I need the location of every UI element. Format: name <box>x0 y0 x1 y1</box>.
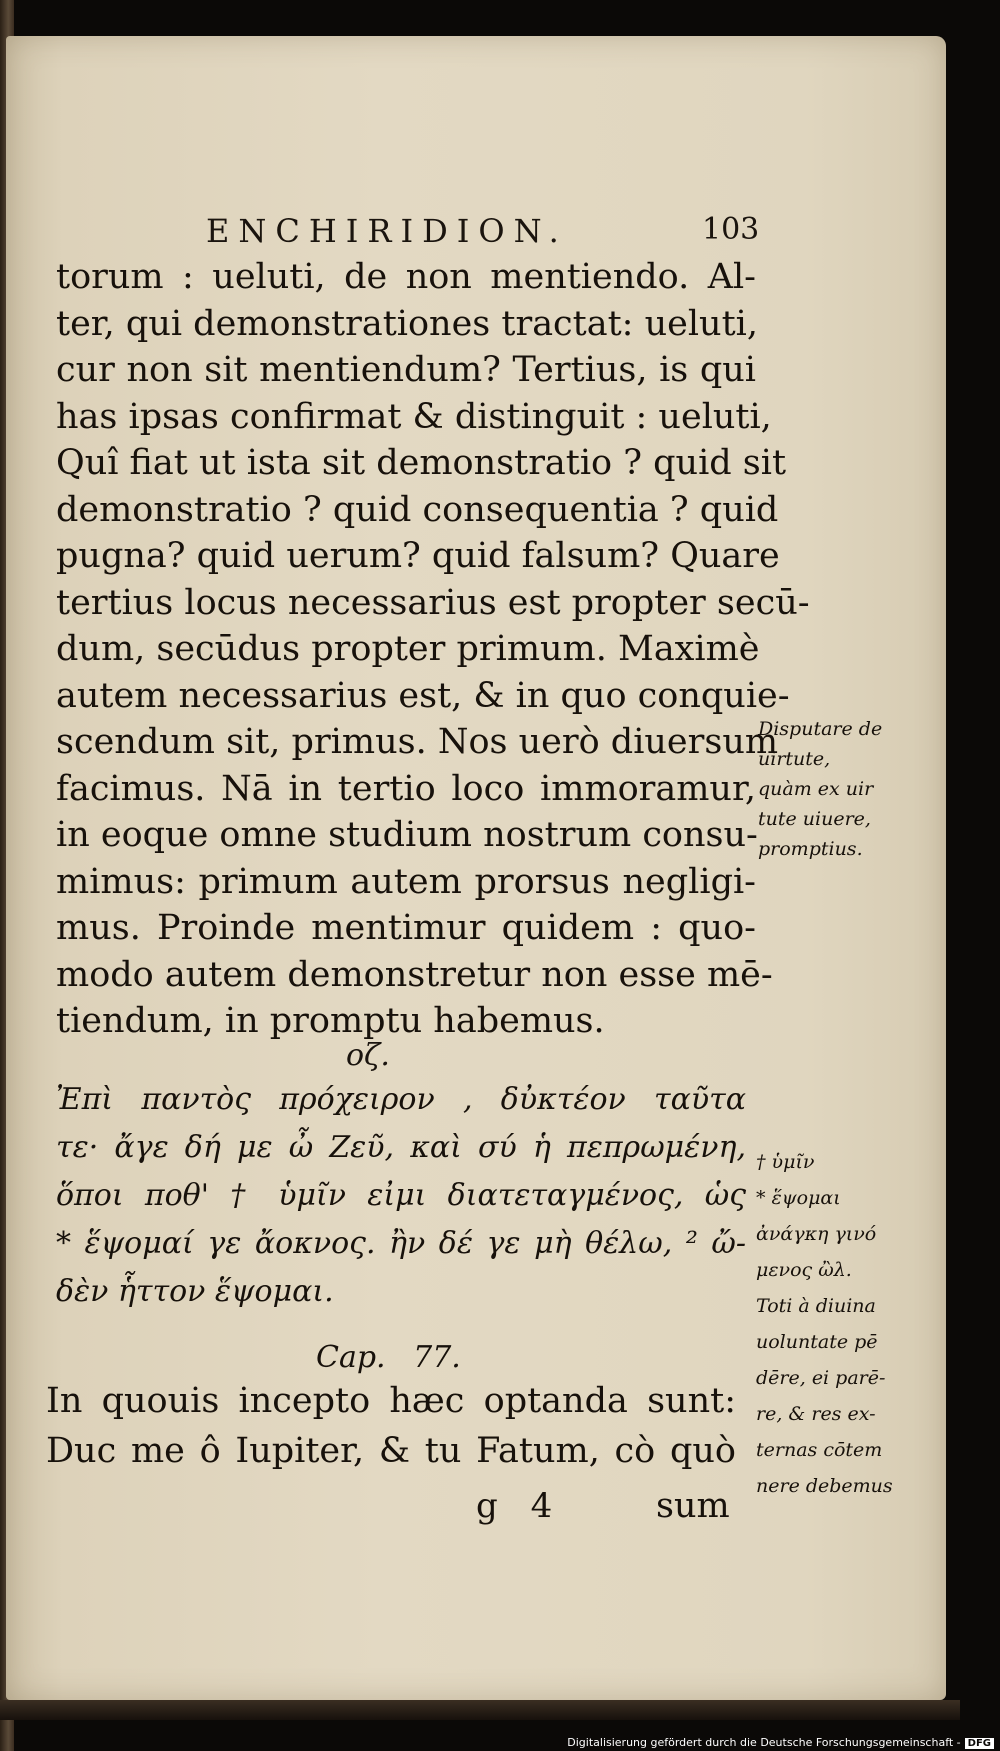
text-line: has ipsas confirmat & distinguit : ueluti, <box>56 396 772 437</box>
marginal-note-1 <box>758 714 882 864</box>
page-number: 103 <box>702 212 760 247</box>
marginal-line: ternas cōtem <box>756 1439 883 1461</box>
text-line: mus. Proinde mentimur quidem : quo- <box>56 908 756 948</box>
marginal-line: Toti à diuina <box>756 1295 876 1317</box>
marginal-line: promptius. <box>758 838 863 860</box>
marginal-line: dēre, ei parē- <box>756 1367 886 1389</box>
catchword: sum <box>656 1486 730 1526</box>
section-number: οζ. <box>346 1038 390 1073</box>
marginal-line: tute uiuere, <box>758 808 871 830</box>
text-line: tertius locus necessarius est propter secū- <box>56 582 810 623</box>
marginal-line: ἀνάγκη γινό <box>756 1223 877 1245</box>
text-line: pugna? quid uerum? quid falsum? Quare <box>56 536 780 576</box>
text-line: demonstratio ? quid consequentia ? quid <box>56 489 779 530</box>
text-line: in eoque omne studium nostrum consu- <box>56 815 758 855</box>
text-line: scendum sit, primus. Nos uerò diuersum <box>56 722 779 762</box>
page-bottom-edge <box>0 1700 960 1720</box>
marginal-line: re, & res ex- <box>756 1403 876 1425</box>
digitization-credit <box>567 1736 994 1749</box>
text-line: autem necessarius est, & in quo conquie- <box>56 675 790 716</box>
text-line: Quî fiat ut ista sit demonstratio ? quid sit <box>56 443 787 483</box>
dfg-logo-icon: DFG <box>965 1738 994 1749</box>
text-line: torum : ueluti, de non mentiendo. Al- <box>56 257 756 297</box>
text-line: Duc me ô Iupiter, & tu Fatum, cò quò <box>46 1431 736 1471</box>
marginal-line: quàm ex uir <box>758 778 874 800</box>
marginal-line: uoluntate pē <box>756 1331 878 1353</box>
page-footer <box>6 1486 946 1536</box>
text-line: ter, qui demonstrationes tractat: ueluti, <box>56 303 758 344</box>
marginal-line: † ὑμῖν <box>756 1151 815 1173</box>
page-header <box>6 212 946 252</box>
chapter-text-block <box>46 1376 736 1476</box>
greek-line: δὲν ἧττον ἕψομαι. <box>56 1274 334 1309</box>
text-line: cur non sit mentiendum? Tertius, is qui <box>56 350 756 390</box>
text-line: tiendum, in promptu habemus. <box>56 1001 605 1041</box>
greek-line: ὅποι ποθ' † ὑμῖν εἰμι διατεταγμένος, ὡς <box>56 1178 746 1213</box>
marginal-line: nere debemus <box>756 1475 893 1497</box>
signature-mark: g 4 <box>476 1486 553 1526</box>
chapter-heading: Cap. 77. <box>316 1340 461 1375</box>
text-line: In quouis incepto hæc optanda sunt: <box>46 1381 736 1421</box>
marginal-line: uirtute, <box>758 748 831 770</box>
book-page <box>6 36 946 1700</box>
marginal-line: μενος ὢλ. <box>756 1259 852 1281</box>
running-head: ENCHIRIDION. <box>206 212 568 250</box>
greek-line: * ἕψομαί γε ἄοκνος. ἢν δέ γε μὴ θέλω, ² ὤ- <box>56 1226 746 1261</box>
marginal-line: * ἕψομαι <box>756 1187 841 1209</box>
credit-text: Digitalisierung gefördert durch die Deutsche Forschungsgemeinschaft - <box>567 1736 961 1749</box>
greek-line: τε· ἄγε δή με ὦ Ζεῦ, καὶ σύ ἡ πεπρωμένη, <box>56 1130 746 1165</box>
greek-text-block <box>56 1076 746 1316</box>
text-line: mimus: primum autem prorsus negligi- <box>56 861 756 902</box>
text-line: facimus. Nā in tertio loco immoramur, <box>56 768 756 809</box>
text-line: dum, secūdus propter primum. Maximè <box>56 629 760 669</box>
text-line: modo autem demonstretur non esse mē- <box>56 954 773 995</box>
marginal-line: Disputare de <box>758 718 883 740</box>
greek-line: Ἐπὶ παντὸς πρόχειρον , δὐκτέον ταῦτα <box>56 1082 746 1117</box>
marginal-note-2 <box>756 1144 893 1504</box>
